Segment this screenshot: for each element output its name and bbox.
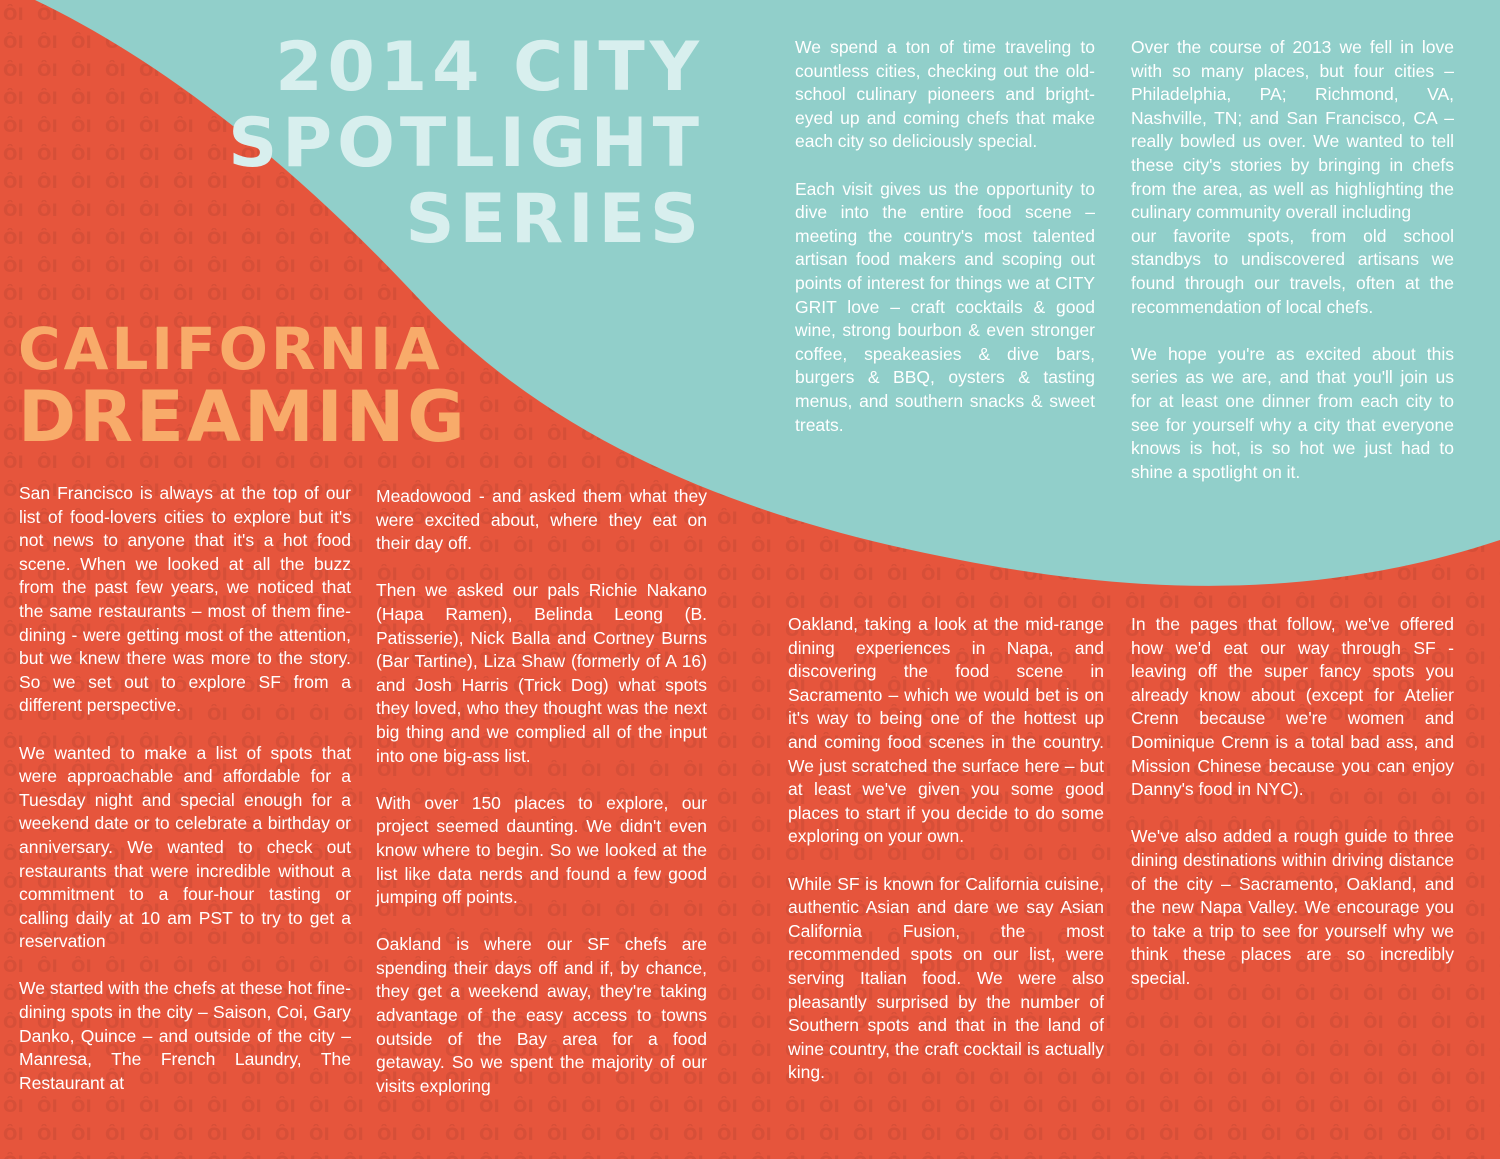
series-title (228, 30, 704, 258)
article-paragraph: We started with the chefs at these hot fine-dining spots in the city – Saison, Coi, Gary Danko, Quince – and outside of the city – Manresa, The French Laundry, The Restaurant at (19, 978, 351, 1093)
article-column-3 (788, 613, 1104, 1085)
article-paragraph: Oakland is where our SF chefs are spending their days off and if, by chance, they get a weekend away, they're taking advantage of the easy access to towns outside of the Bay area for a food getaway. So we spent the majority of our visits exploring (376, 934, 707, 1096)
series-title-line-2: SPOTLIGHT (228, 104, 704, 183)
article-paragraph: Then we asked our pals Richie Nakano (Hapa Ramen), Belinda Leong (B. Patisserie), Nick Balla and Cortney Burns (Bar Tartine), Liza Shaw (formerly of A 16) and Josh Harris (Trick Dog) what spots they loved, who they thought was the next big thing and we complied all of the input into one big-ass list. (376, 580, 707, 766)
intro-paragraph: We spend a ton of time traveling to countless cities, checking out the old-school culinary pioneers and bright-eyed up and coming chefs that make each city so deliciously special. (795, 37, 1095, 152)
section-title (18, 315, 468, 458)
article-paragraph: In the pages that follow, we've offered how we'd eat our way through SF - leaving off the super fancy spots you already know about (except for Atelier Crenn because we're women and Dominique Crenn is a total bad ass, and Mission Chinese because you can enjoy Danny's food in NYC). (1131, 614, 1454, 800)
article-paragraph: With over 150 places to explore, our project seemed daunting. We didn't even know where to begin. So we looked at the list like data nerds and found a few good jumping off points. (376, 792, 707, 908)
article-paragraph: While SF is known for California cuisine, authentic Asian and dare we say Asian California Fusion, the most recommended spots on our list, were serving Italian food. We were also pleasantly surprised by the number of Southern spots and that in the land of wine country, the craft cocktail is actually king. (788, 873, 1104, 1083)
article-paragraph: We wanted to make a list of spots that were approachable and affordable for a Tuesday night and special enough for a weekend date or to celebrate a birthday or anniversary. We wanted to check out restaurants that were incredible without a commitment to a four-hour tasting or calling daily at 10 am PST to try to get a reservation (19, 742, 351, 952)
article-column-1 (19, 482, 351, 1095)
article-paragraph: Oakland, taking a look at the mid-range dining experiences in Napa, and discovering the food scene in Sacramento – which we would bet is on it's way to being one of the hottest up and coming food scenes in the country. We just scratched the surface here – but at least we've given you some good places to start if you decide to do some exploring on your own. (788, 614, 1104, 847)
series-title-line-1: 2014 CITY (275, 28, 704, 107)
section-title-line-2: DREAMING (18, 376, 468, 458)
series-title-line-3: SERIES (405, 180, 704, 259)
section-title-line-1: CALIFORNIA (18, 315, 443, 383)
intro-paragraph: We hope you're as excited about this series as we are, and that you'll join us for at least one dinner from each city to see for yourself why a city that everyone knows is hot, is so hot we just had to shine a spotlight on it. (1131, 343, 1454, 482)
article-column-4 (1131, 613, 1454, 991)
intro-paragraph: Each visit gives us the opportunity to dive into the entire food scene – meeting the country's most talented artisan food makers and scoping out points of interest for things we at CITY GRIT love – craft cocktails & good wine, strong bourbon & even stronger coffee, speakeasies & dive bars, burgers & BBQ, oysters & tasting menus, and southern snacks & sweet treats. (795, 178, 1095, 435)
intro-column-right (1131, 36, 1454, 484)
article-column-2 (376, 485, 707, 1098)
article-paragraph: San Francisco is always at the top of our list of food-lovers cities to explore but it's not news to anyone that it's a hot food scene. When we looked at all the buzz from the past few years, we noticed that the same restaurants – most of them fine-dining - were getting most of the attention, but we knew there was more to the story. So we set out to explore SF from a different perspective. (19, 483, 351, 716)
intro-paragraph: Over the course of 2013 we fell in love with so many places, but four cities – Philadelphia, PA; Richmond, VA, Nashville, TN; and San Francisco, CA – really bowled us over. We wanted to tell these city's stories by bringing in chefs from the area, as well as highlighting the culinary community overall including our favorite spots, from old school standbys to undiscovered artisans we found through our travels, often at the recommendation of local chefs. (1131, 37, 1454, 317)
article-paragraph: Meadowood - and asked them what they were excited about, where they eat on their day off. (376, 486, 707, 554)
article-paragraph: We've also added a rough guide to three dining destinations within driving distance of the city – Sacramento, Oakland, and the new Napa Valley. We encourage you to take a trip to see for yourself why we think these places are so incredibly special. (1131, 826, 1454, 988)
intro-column-left (795, 36, 1095, 437)
